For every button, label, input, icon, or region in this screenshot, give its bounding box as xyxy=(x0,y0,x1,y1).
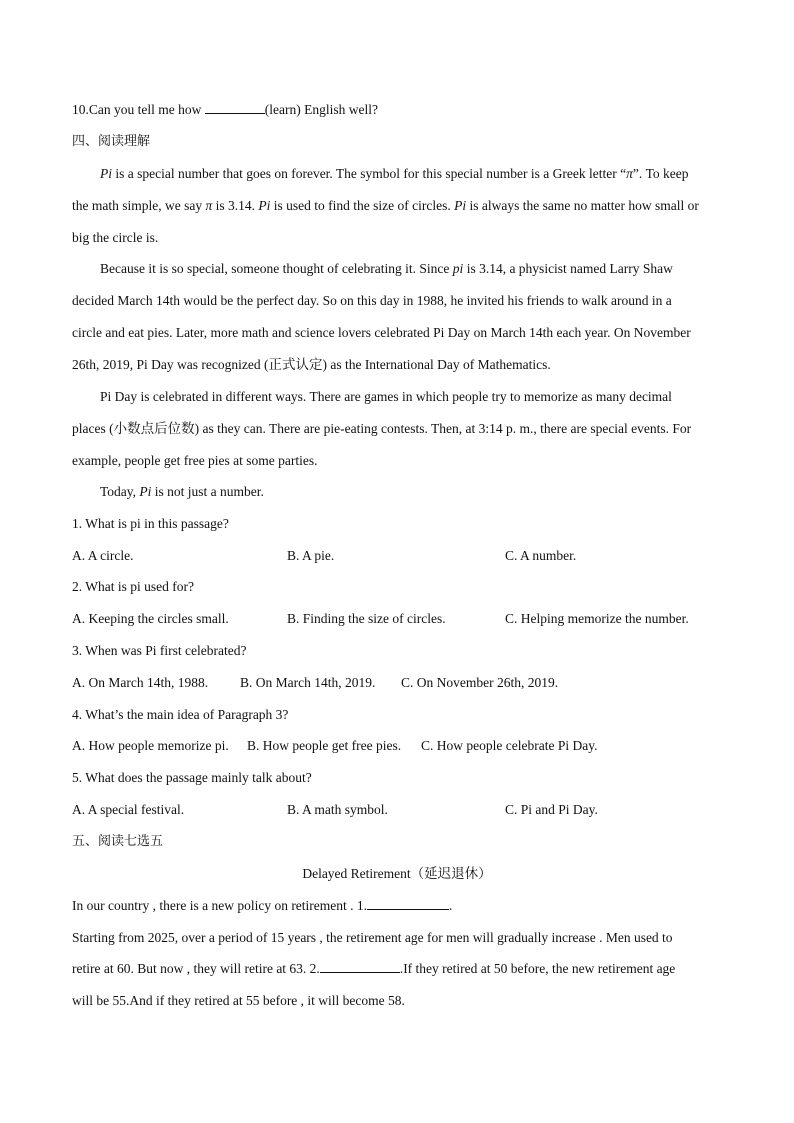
passage2-line4: will be 55.And if they retired at 55 before , it will become 58. xyxy=(72,993,405,1008)
pi-word: Pi xyxy=(139,484,152,499)
passage2-title: Delayed Retirement（延迟退休） xyxy=(302,866,492,881)
passage2-line1 xyxy=(72,897,452,915)
q3-option-c[interactable]: C. On November 26th, 2019. xyxy=(401,675,559,690)
text: . xyxy=(449,898,453,913)
text: is a special number that goes on forever. The symbol for this special number is a Greek letter “ xyxy=(112,166,627,181)
text: the math simple, we say xyxy=(72,198,206,213)
q3-option-b[interactable]: B. On March 14th, 2019. xyxy=(240,675,376,690)
text: In our country , there is a new policy on retirement . 1. xyxy=(72,898,368,913)
passage-p2-line1 xyxy=(100,260,673,278)
q2-option-b[interactable]: B. Finding the size of circles. xyxy=(287,611,446,626)
pi-word: Pi xyxy=(454,198,467,213)
pi-word: pi xyxy=(452,261,464,276)
passage-p3-line3: example, people get free pies at some parties. xyxy=(72,453,318,468)
answer-blank-2[interactable] xyxy=(320,960,400,973)
q4-option-c[interactable]: C. How people celebrate Pi Day. xyxy=(421,738,598,753)
passage-p1-line1 xyxy=(100,165,689,183)
answer-blank[interactable] xyxy=(205,101,265,114)
q2-option-c[interactable]: C. Helping memorize the number. xyxy=(505,611,689,626)
text: ”. To keep xyxy=(632,166,689,181)
passage-p4 xyxy=(100,483,264,501)
question-2: 2. What is pi used for? xyxy=(72,579,194,594)
question-10 xyxy=(72,101,378,119)
q2-option-a[interactable]: A. Keeping the circles small. xyxy=(72,611,229,626)
passage-p3-line1: Pi Day is celebrated in different ways. There are games in which people try to memorize as many decimal xyxy=(100,389,672,404)
section-heading-seven-five: 五、阅读七选五 xyxy=(72,834,164,849)
text: is used to find the size of circles. xyxy=(270,198,455,213)
passage-p2-line2: decided March 14th would be the perfect day. So on this day in 1988, he invited his friends to walk around in a xyxy=(72,293,672,308)
pi-symbol: π xyxy=(626,166,633,181)
question-5: 5. What does the passage mainly talk about? xyxy=(72,770,312,785)
text: is not just a number. xyxy=(151,484,264,499)
text: is 3.14, a physicist named Larry Shaw xyxy=(463,261,673,276)
question-1: 1. What is pi in this passage? xyxy=(72,516,229,531)
passage-p3-line2: places (小数点后位数) as they can. There are pie-eating contests. Then, at 3:14 p. m., there are special events. For xyxy=(72,421,692,436)
pi-word: Pi xyxy=(100,166,112,181)
text: retire at 60. But now , they will retire at 63. 2. xyxy=(72,961,320,976)
text: is always the same no matter how small or xyxy=(466,198,699,213)
passage2-line3 xyxy=(72,960,675,978)
passage-p1-line3: big the circle is. xyxy=(72,230,159,245)
answer-blank-1[interactable] xyxy=(367,897,449,910)
text: Today, xyxy=(100,484,140,499)
question-10-suffix: (learn) English well? xyxy=(264,102,378,117)
question-4: 4. What’s the main idea of Paragraph 3? xyxy=(72,707,289,722)
text: Because it is so special, someone thought of celebrating it. Since xyxy=(100,261,453,276)
question-3: 3. When was Pi first celebrated? xyxy=(72,643,247,658)
passage-p2-line4: 26th, 2019, Pi Day was recognized (正式认定) as the International Day of Mathematics. xyxy=(72,357,551,372)
pi-symbol: π xyxy=(205,198,213,213)
q1-option-a[interactable]: A. A circle. xyxy=(72,548,134,563)
q4-option-b[interactable]: B. How people get free pies. xyxy=(247,738,402,753)
question-10-prefix: 10.Can you tell me how xyxy=(72,102,205,117)
pi-word: Pi xyxy=(258,198,271,213)
q5-option-a[interactable]: A. A special festival. xyxy=(72,802,185,817)
q1-option-c[interactable]: C. A number. xyxy=(505,548,577,563)
q3-option-a[interactable]: A. On March 14th, 1988. xyxy=(72,675,209,690)
q1-option-b[interactable]: B. A pie. xyxy=(287,548,335,563)
text: is 3.14. xyxy=(212,198,259,213)
passage-p1-line2 xyxy=(72,197,699,215)
passage2-line2: Starting from 2025, over a period of 15 years , the retirement age for men will gradually increase . Men used to xyxy=(72,930,673,945)
passage-p2-line3: circle and eat pies. Later, more math and science lovers celebrated Pi Day on March 14th each year. On November xyxy=(72,325,691,340)
text: .If they retired at 50 before, the new retirement age xyxy=(399,961,676,976)
q4-option-a[interactable]: A. How people memorize pi. xyxy=(72,738,229,753)
q5-option-c[interactable]: C. Pi and Pi Day. xyxy=(505,802,598,817)
q5-option-b[interactable]: B. A math symbol. xyxy=(287,802,388,817)
section-heading-reading: 四、阅读理解 xyxy=(72,134,151,149)
